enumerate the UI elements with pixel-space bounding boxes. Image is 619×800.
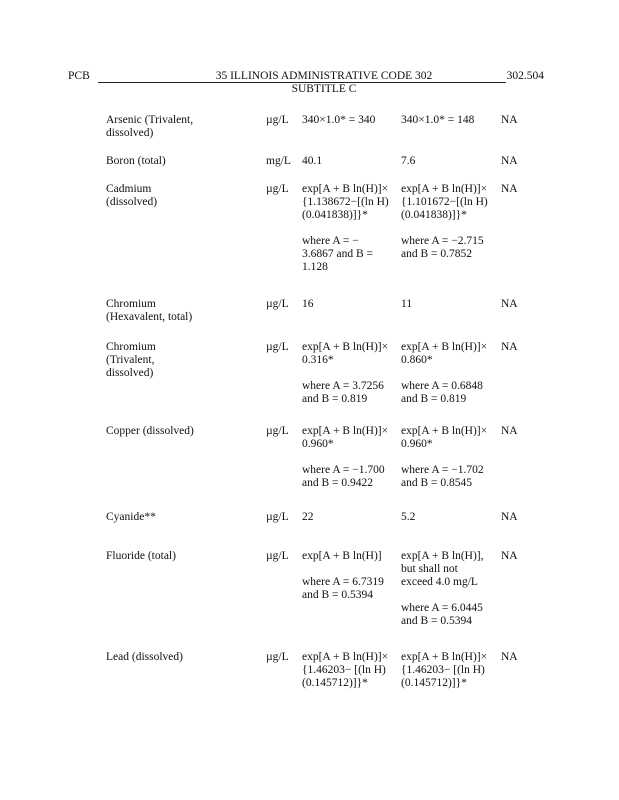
acute-value: where A = −	[302, 235, 359, 247]
acute-value: exp[A + B ln(H)]×	[302, 651, 389, 663]
acute-value: 340×1.0* = 340	[302, 114, 376, 126]
unit: µg/L	[266, 341, 289, 353]
unit: µg/L	[266, 114, 289, 126]
acute-value: where A = 6.7319	[302, 576, 384, 588]
na-value: NA	[501, 511, 518, 523]
acute-value: and B = 0.5394	[302, 589, 374, 601]
acute-value: and B = 0.9422	[302, 477, 374, 489]
chronic-value: {1.101672−[(ln H)	[401, 196, 488, 208]
parameter-name: Boron (total)	[106, 155, 166, 167]
acute-value: 40.1	[302, 155, 323, 167]
parameter-name: Chromium	[106, 298, 156, 310]
header-title: 35 ILLINOIS ADMINISTRATIVE CODE 302	[215, 70, 433, 82]
acute-value: 16	[302, 298, 314, 310]
chronic-value: 0.960*	[401, 438, 433, 450]
chronic-value: exceed 4.0 mg/L	[401, 576, 478, 588]
chronic-value: (0.145712)]}*	[401, 677, 467, 689]
na-value: NA	[501, 114, 518, 126]
parameter-name: Cadmium	[106, 183, 152, 195]
unit: µg/L	[266, 511, 289, 523]
acute-value: (0.041838)]}*	[302, 209, 368, 221]
parameter-name: (dissolved)	[106, 196, 158, 208]
parameter-name: Copper (dissolved)	[106, 425, 194, 437]
acute-value: 0.316*	[302, 354, 334, 366]
parameter-name: Fluoride (total)	[106, 550, 176, 562]
chronic-value: exp[A + B ln(H)]×	[401, 183, 488, 195]
acute-value: exp[A + B ln(H)]×	[302, 425, 389, 437]
chronic-value: and B = 0.8545	[401, 477, 473, 489]
chronic-value: 11	[401, 298, 413, 310]
unit: µg/L	[266, 651, 289, 663]
chronic-value: (0.041838)]}*	[401, 209, 467, 221]
na-value: NA	[501, 183, 518, 195]
parameter-name: dissolved)	[106, 127, 154, 139]
parameter-name: dissolved)	[106, 367, 154, 379]
parameter-name: Arsenic (Trivalent,	[106, 114, 194, 126]
chronic-value: {1.46203− [(ln H)	[401, 664, 485, 676]
parameter-name: Lead (dissolved)	[106, 651, 183, 663]
acute-value: {1.46203− [(ln H)	[302, 664, 386, 676]
na-value: NA	[501, 341, 518, 353]
chronic-value: and B = 0.5394	[401, 615, 473, 627]
parameter-name: (Hexavalent, total)	[106, 311, 193, 323]
acute-value: exp[A + B ln(H)]×	[302, 183, 389, 195]
header-section-number: 302.504	[506, 70, 544, 82]
acute-value: where A = −1.700	[302, 464, 385, 476]
parameter-name: (Trivalent,	[106, 354, 155, 366]
na-value: NA	[501, 651, 518, 663]
chronic-value: and B = 0.7852	[401, 248, 473, 260]
chronic-value: exp[A + B ln(H)],	[401, 550, 484, 562]
chronic-value: and B = 0.819	[401, 393, 467, 405]
chronic-value: but shall not	[401, 563, 458, 575]
acute-value: where A = 3.7256	[302, 380, 384, 392]
chronic-value: where A = −1.702	[401, 464, 484, 476]
na-value: NA	[501, 298, 518, 310]
chronic-value: 340×1.0* = 148	[401, 114, 475, 126]
header-left: PCB	[68, 70, 90, 82]
chronic-value: where A = 0.6848	[401, 380, 483, 392]
chronic-value: 5.2	[401, 511, 416, 523]
parameter-name: Chromium	[106, 341, 156, 353]
acute-value: 3.6867 and B =	[302, 248, 374, 260]
header-subtitle: SUBTITLE C	[291, 83, 357, 95]
acute-value: and B = 0.819	[302, 393, 368, 405]
na-value: NA	[501, 425, 518, 437]
chronic-value: 0.860*	[401, 354, 433, 366]
na-value: NA	[501, 550, 518, 562]
parameter-name: Cyanide**	[106, 511, 156, 523]
acute-value: 1.128	[302, 261, 328, 273]
chronic-value: exp[A + B ln(H)]×	[401, 341, 488, 353]
acute-value: exp[A + B ln(H)]×	[302, 341, 389, 353]
chronic-value: exp[A + B ln(H)]×	[401, 425, 488, 437]
unit: µg/L	[266, 550, 289, 562]
acute-value: (0.145712)]}*	[302, 677, 368, 689]
unit: µg/L	[266, 425, 289, 437]
acute-value: 22	[302, 511, 314, 523]
acute-value: exp[A + B ln(H)]	[302, 550, 382, 562]
na-value: NA	[501, 155, 518, 167]
unit: µg/L	[266, 298, 289, 310]
chronic-value: where A = −2.715	[401, 235, 484, 247]
page-header	[68, 70, 546, 100]
chronic-value: 7.6	[401, 155, 416, 167]
unit: µg/L	[266, 183, 289, 195]
chronic-value: where A = 6.0445	[401, 602, 483, 614]
unit: mg/L	[266, 155, 291, 167]
acute-value: 0.960*	[302, 438, 334, 450]
acute-value: {1.138672−[(ln H)	[302, 196, 389, 208]
chronic-value: exp[A + B ln(H)]×	[401, 651, 488, 663]
